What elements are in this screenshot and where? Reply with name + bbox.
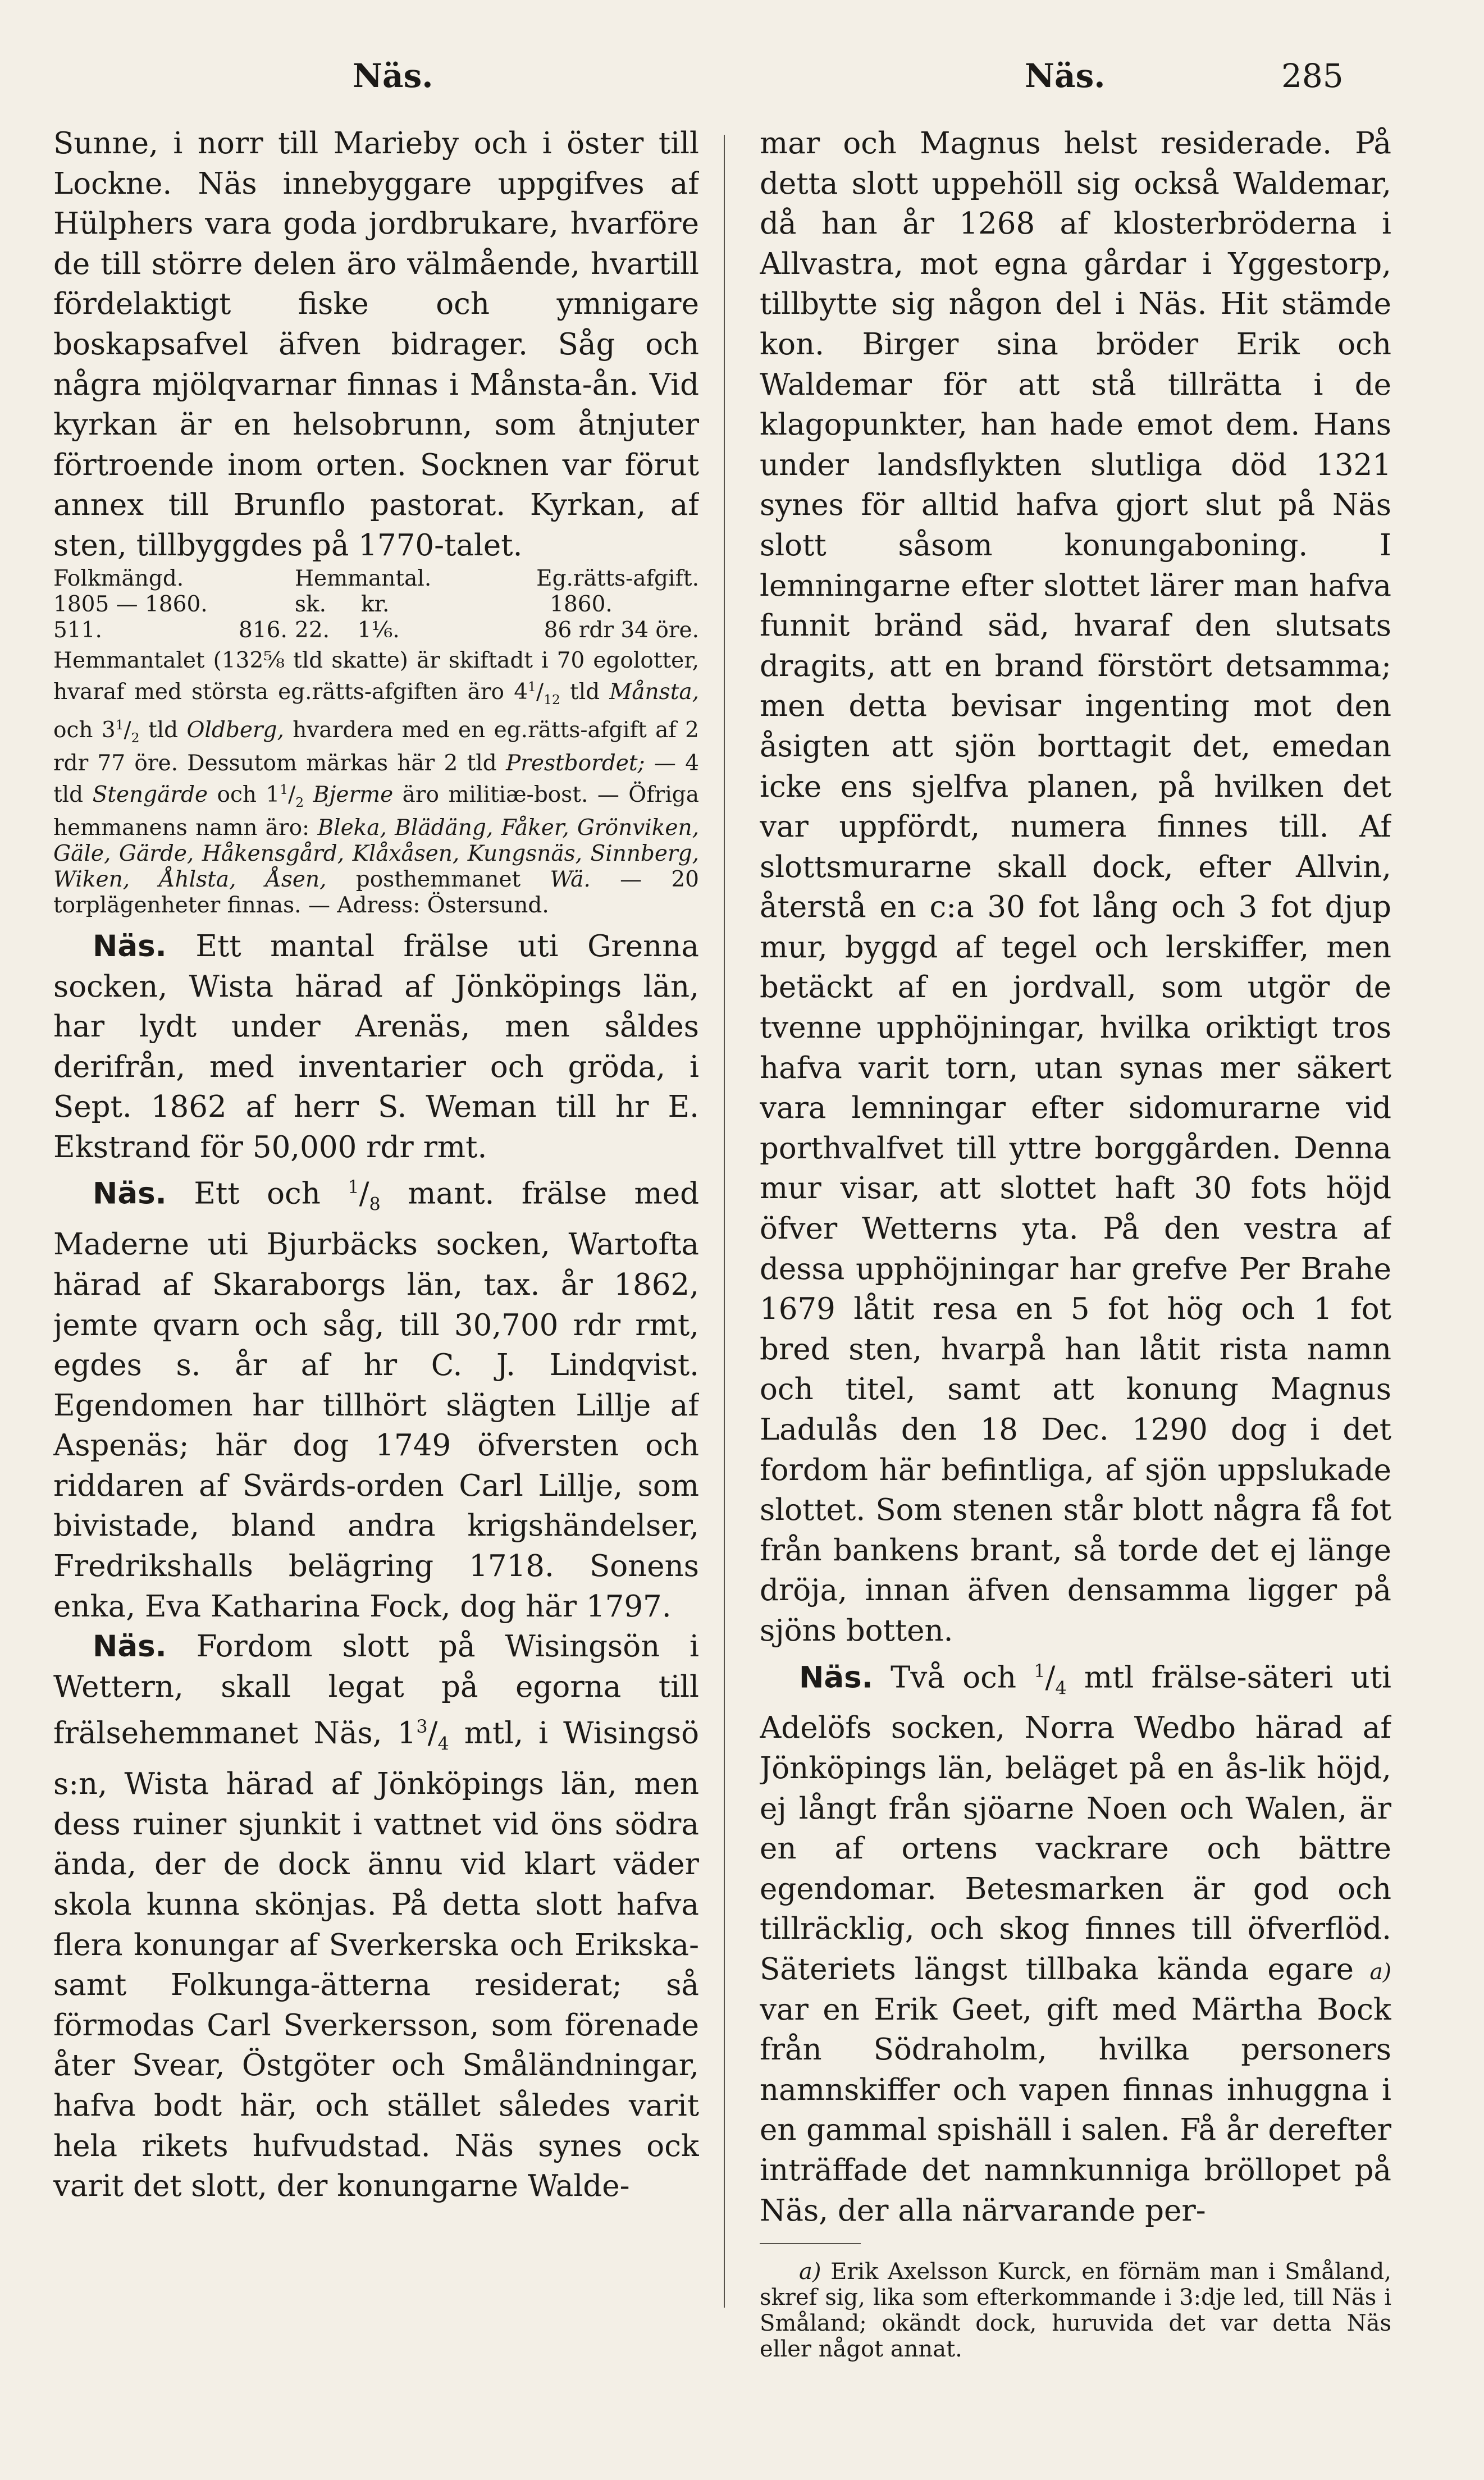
stats-col-hemmantal: Hemmantal. — [295, 565, 432, 591]
stats-cell: kr. — [361, 591, 390, 617]
left-column — [53, 124, 699, 2448]
stats-cell: 511. — [53, 617, 102, 643]
footnote: a) Erik Axelsson Kurck, en förnäm man i Småland, skref sig, lika som efterkommande i 3:dje led, till Näs i Småland; okändt dock, huruvida det var detta Näs eller något annat. — [760, 2259, 1391, 2363]
stats-header-row — [53, 566, 699, 592]
running-head-center: Näs. — [1025, 57, 1106, 95]
column-divider — [724, 135, 725, 2308]
intro-paragraph: Sunne, i norr till Marieby och i öster till Lockne. Näs innebyggare uppgifves af Hülphers vara goda jordbrukare, hvarföre de till större delen äro välmående, hvartill fördelaktigt fiske och ymnigare boskapsafvel äfven bidrager. Såg och några mjölqvarnar finnas i Månsta-ån. Vid kyrkan är en helsobrunn, som åtnjuter förtroende inom orten. Socknen var förut annex till Brunflo pastorat. Kyrkan, af sten, tillbyggdes på 1770-talet. — [53, 126, 699, 563]
stats-row — [53, 618, 699, 643]
stats-row — [53, 592, 699, 618]
right-column — [760, 124, 1391, 2448]
entry-nas-grenna: Näs. Ett mantal frälse uti Grenna socken, Wista härad af Jönköpings län, har lydt under Arenäs, men såldes derifrån, med inventarier och gröda, i Sept. 1862 af herr S. Weman till hr E. Ekstrand för 50,000 rdr rmt. — [53, 929, 699, 1164]
stats-cell: sk. — [295, 591, 327, 617]
stats-cell: 86 rdr 34 öre. — [544, 617, 699, 643]
continuation-paragraph: mar och Magnus helst residerade. På detta slott uppehöll sig också Waldemar, då han år 1268 af klosterbröderna i Allvastra, mot egna gårdar i Yggestorp, tillbytte sig någon del i Näs. Hit stämde kon. Birger sina bröder Erik och Waldemar för att stå tillrätta i de klagopunkter, han hade emot dem. Hans under landsflykten slutliga död 1321 synes för alltid hafva gjort slut på Näs slott såsom konungaboning. I lemningarne efter slottet lärer man hafva funnit bränd säd, hvaraf den slutsats dragits, att en brand förstört detsamma; men detta bevisar ingenting mot den åsigten att sjön borttagit det, emedan icke ens sjelfva planen, på hvilken det var uppfördt, numera finnes till. Af slottsmurarne skall dock, efter Allvin, återstå en c:a 30 fot lång och 3 fot djup mur, byggd af tegel och lerskiffer, men betäckt af en jordvall, som utgör de tvenne upphöjningar, hvilka oriktigt tros hafva varit torn, utan synas mer säkert vara lemningar efter sidomurarne vid porthvalfvet till yttre borggården. Denna mur visar, att slottet haft 30 fots höjd öfver Wetterns yta. På den vestra af dessa upphöjningar har grefve Per Brahe 1679 låtit resa en 5 fot hög och 1 fot bred sten, hvarpå han låtit rista namn och titel, samt att konung Magnus Ladulås den 18 Dec. 1290 dog i det fordom här befintliga, af sjön uppslukade slottet. Som stenen står blott några få fot från bankens brant, så torde det ej länge dröja, innan äfven densamma ligger på sjöns botten. — [760, 126, 1391, 1648]
footnote-reference: a) — [1354, 1959, 1391, 1985]
running-head-left: Näs. — [353, 57, 433, 95]
stats-col-population: Folkmängd. — [53, 565, 184, 591]
stats-cell: 22. — [295, 617, 330, 643]
stats-cell: 1⅙. — [357, 617, 400, 643]
footnote-rule — [760, 2243, 861, 2244]
stats-cell: 816. — [239, 617, 287, 643]
entry-nas-wisingso: Näs. Fordom slott på Wisingsön i Wettern, skall legat på egorna till frälsehemmanet Näs, $1^3/_4$ mtl, i Wisingsö s:n, Wista härad af Jönköpings län, men dess ruiner sjunkit i vattnet vid öns södra ända, der de dock ännu vid klart väder skola kunna skönjas. På detta slott hafva flera konungar af Sverkerska och Erikska- samt Folkunga-ätterna residerat; så förmodas Carl Sverkersson, som förenade åter Svear, Östgöter och Småländningar, hafva bodt här, och stället således varit hela rikets hufvudstad. Näs synes ock varit det slott, der konungarne Walde- — [53, 1629, 699, 2204]
parish-details: Hemmantalet (132⅝ tld skatte) är skiftadt i 70 egolotter, hvaraf med största eg.rätts-afgiften äro $4^1/_{12}$ tld Månsta, och $3^1/_2$ tld Oldberg, hvardera med en eg.rätts-afgift af 2 rdr 77 öre. Dessutom märkas här 2 tld Prestbordet; — 4 tld Stengärde och $1^1/_2$ Bjerme äro militiæ-bost. — Öfriga hemmanens namn äro: Bleka, Blädäng, Fåker, Grönviken, Gäle, Gärde, Håkensgård, Klåxåsen, Kungsnäs, Sinnberg, Wiken, Åhlsta, Åsen, posthemmanet Wä. — 20 torplägenheter finnas. — Adress: Östersund. — [53, 647, 699, 918]
page-number: 285 — [1281, 57, 1344, 95]
entry-nas-bjurback: Näs. Ett och $^1/_8$ mant. frälse med Maderne uti Bjurbäcks socken, Wartofta härad af Skaraborgs län, tax. år 1862, jemte qvarn och såg, till 30,700 rdr rmt, egdes s. år af hr C. J. Lindqvist. Egendomen har tillhört slägten Lillje af Aspenäs; här dog 1749 öfversten och riddaren af Svärds-orden Carl Lillje, som bivistade, bland andra krigshändelser, Fredrikshalls belägring 1718. Sonens enka, Eva Katharina Fock, dog här 1797. — [53, 1177, 699, 1624]
entry-nas-adelof: Näs. Två och $^1/_4$ mtl frälse-säteri uti Adelöfs socken, Norra Wedbo härad af Jönköpings län, beläget på en ås-lik höjd, ej långt från sjöarne Noen och Walen, är en af ortens vackrare och bättre egendomar. Betesmarken är god och tillräcklig, och skog finnes till öfverflöd. Säteriets längst tillbaka kända egare a) var en Erik Geet, gift med Märtha Bock från Södraholm, hvilka personers namnskiffer och vapen finnas inhuggna i en gammal spishäll i salen. Få år derefter inträffade det namnkunniga bröllopet på Näs, der alla närvarande per- — [760, 1660, 1391, 2228]
stats-col-fee: Eg.rätts-afgift. — [536, 565, 699, 591]
stats-cell: 1805 — 1860. — [53, 591, 208, 617]
statistics-table — [53, 566, 699, 643]
stats-cell: 1860. — [550, 591, 613, 617]
